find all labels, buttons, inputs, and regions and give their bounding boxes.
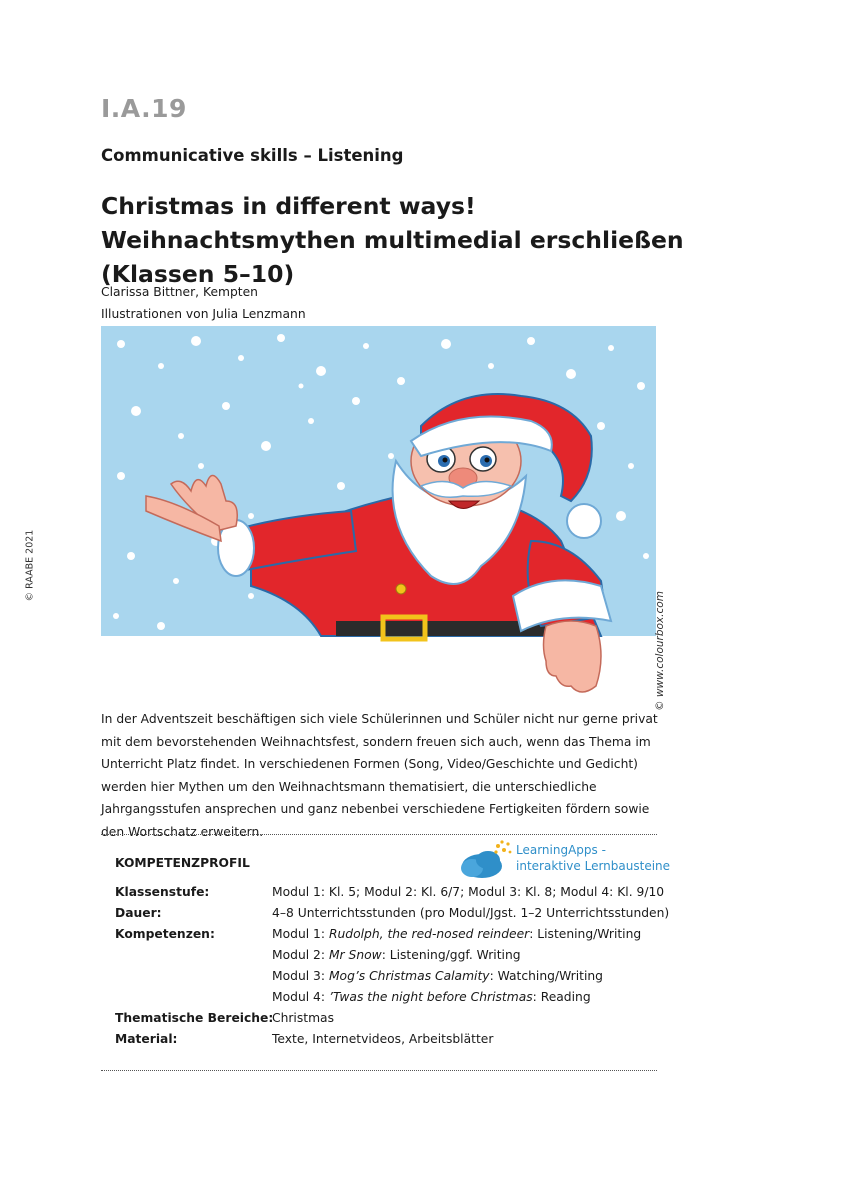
row-label: Material:: [115, 1032, 178, 1046]
row-value: Christmas: [272, 1011, 335, 1025]
image-credit: © www.colourbox.com: [654, 591, 666, 711]
divider-top: [101, 834, 657, 835]
row-value-modul-1: Modul 1: Rudolph, the red-nosed reindeer: Listening/Writing: [272, 927, 642, 941]
modul-4-title: ’Twas the night before Christmas: [328, 990, 533, 1004]
intro-paragraph: In der Adventszeit beschäftigen sich viele Schülerinnen und Schüler nicht nur gerne privat mit dem bevorstehenden Weihnachtsfest, sondern freuen sich auch, wenn das Thema im Unterricht Platz findet. In verschiedenen Formen (Song, Video/Geschichte und Gedicht) werden hier Mythen um den Weihnachtsmann thematisiert, die unterschiedliche Jahrgangsstufen ansprechen und ganz nebenbei verschiedene Fertigkeiten fördern sowie den Wortschatz erweitern.: [101, 712, 658, 839]
row-value-modul-2: Modul 2: Mr Snow: Listening/ggf. Writing: [272, 948, 521, 962]
divider-bottom: [101, 1070, 657, 1071]
side-copyright: © RAABE 2021: [24, 529, 36, 602]
author-name: Clarissa Bittner, Kempten: [101, 285, 258, 299]
coat-button: [396, 584, 406, 594]
santa-right-hand: [544, 621, 602, 692]
row-label: Klassenstufe:: [115, 885, 210, 899]
logo-line-1: LearningApps -: [516, 843, 606, 857]
page-title: Christmas in different ways! Weihnachtsmythen multimedial erschließen (Klassen 5–10): [101, 192, 684, 288]
row-value: Modul 1: Kl. 5; Modul 2: Kl. 6/7; Modul 3: Kl. 8; Modul 4: Kl. 9/10: [272, 885, 665, 899]
modul-3-title: Mog’s Christmas Calamity: [328, 969, 490, 983]
modul-1-title: Rudolph, the red-nosed reindeer: [328, 927, 530, 941]
santa-illustration: [101, 326, 656, 706]
row-value-modul-3: Modul 3: Mog’s Christmas Calamity: Watching/Writing: [272, 969, 603, 983]
illustrator-name: Illustrationen von Julia Lenzmann: [101, 307, 306, 321]
cloud-icon: [458, 838, 516, 882]
series-title: Communicative skills – Listening: [101, 146, 404, 165]
row-label: Dauer:: [115, 906, 162, 920]
row-value: Texte, Internetvideos, Arbeitsblätter: [272, 1032, 494, 1046]
logo-line-2: interaktive Lernbausteine: [516, 859, 671, 873]
row-value-modul-4: Modul 4: ’Twas the night before Christmas: Reading: [272, 990, 591, 1004]
kompetenzprofil-heading: KOMPETENZPROFIL: [115, 856, 250, 870]
row-label: Kompetenzen:: [115, 927, 215, 941]
learningapps-logo: [458, 838, 671, 882]
hat-pompom: [567, 504, 601, 538]
row-value: 4–8 Unterrichtsstunden (pro Modul/Jgst. 1–2 Unterrichtsstunden): [272, 906, 670, 920]
row-label: Thematische Bereiche:: [115, 1011, 274, 1025]
author-block: [101, 281, 306, 325]
document-code: I.A.19: [101, 94, 187, 123]
santa-belt: [336, 621, 546, 636]
modul-2-title: Mr Snow: [328, 948, 382, 962]
